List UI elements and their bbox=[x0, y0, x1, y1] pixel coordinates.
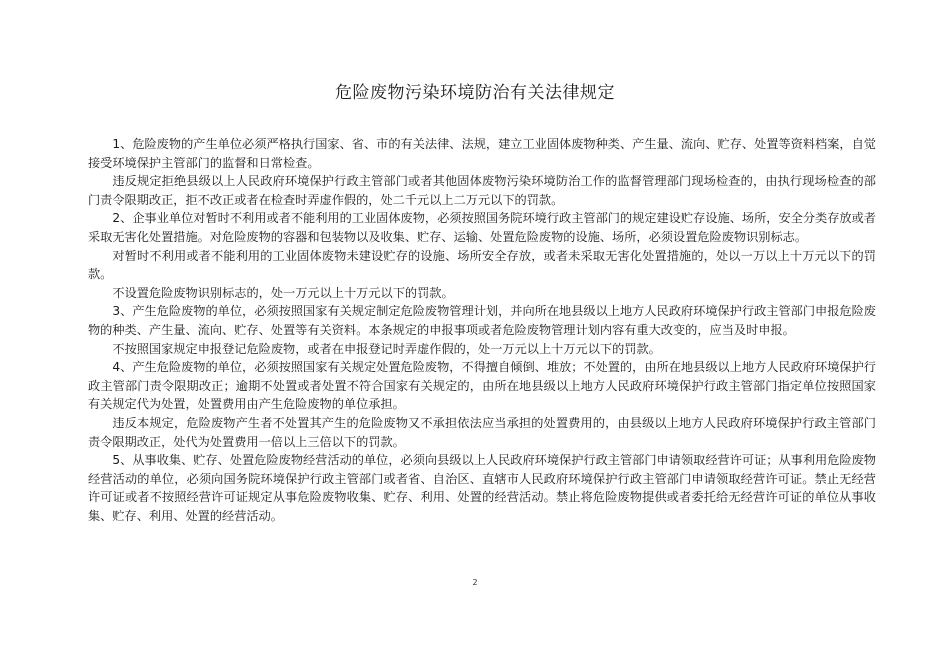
document-body bbox=[88, 135, 876, 525]
paragraph-2: 2、企事业单位对暂时不利用或者不能利用的工业固体废物，必须按照国务院环境行政主管部门的规定建设贮存设施、场所，安全分类存放或者采取无害化处置措施。对危险废物的容器和包装物以及收集、贮存、运输、处置危险废物的设施、场所，必须设置危险废物识别标志。 bbox=[88, 211, 876, 244]
paragraph-2-penalty-sign: 不设置危险废物识别标志的，处一万元以上十万元以下的罚款。 bbox=[112, 285, 454, 300]
paragraph-3: 3、产生危险废物的单位，必须按照国家有关规定制定危险废物管理计划，并向所在地县级以上地方人民政府环境保护行政主管部门申报危险废物的种类、产生量、流向、贮存、处置等有关资料。本条规定的申报事项或者危险废物管理计划内容有重大改变的，应当及时申报。 bbox=[88, 304, 876, 337]
paragraph-3-penalty: 不按照国家规定申报登记危险废物，或者在申报登记时弄虚作假的，处一万元以上十万元以下的罚款。 bbox=[112, 341, 661, 356]
page-number: 2 bbox=[472, 578, 478, 587]
paragraph-1: 1、危险废物的产生单位必须严格执行国家、省、市的有关法律、法规，建立工业固体废物种类、产生量、流向、贮存、处置等资料档案，自觉接受环境保护主管部门的监督和日常检查。 bbox=[88, 137, 876, 170]
paragraph-4: 4、产生危险废物的单位，必须按照国家有关规定处置危险废物，不得擅自倾倒、堆放；不处置的，由所在地县级以上地方人民政府环境保护行政主管部门责令限期改正；逾期不处置或者处置不符合国家有关规定的，由所在地县级以上地方人民政府环境保护行政主管部门指定单位按照国家有关规定代为处置，处置费用由产生危险废物的单位承担。 bbox=[88, 360, 876, 412]
paragraph-1-penalty: 违反规定拒绝县级以上人民政府环境保护行政主管部门或者其他固体废物污染环境防治工作的监督管理部门现场检查的，由执行现场检查的部门责令限期改正，拒不改正或者在检查时弄虚作假的，处二千元以上二万元以下的罚款。 bbox=[88, 174, 876, 207]
paragraph-5: 5、从事收集、贮存、处置危险废物经营活动的单位，必须向县级以上人民政府环境保护行政主管部门申请领取经营许可证；从事利用危险废物经营活动的单位，必须向国务院环境保护行政主管部门或者省、自治区、直辖市人民政府环境保护行政主管部门申请领取经营许可证。禁止无经营许可证或者不按照经营许可证规定从事危险废物收集、贮存、利用、处置的经营活动。禁止将危险废物提供或者委托给无经营许可证的单位从事收集、贮存、利用、处置的经营活动。 bbox=[88, 453, 876, 523]
paragraph-2-penalty-storage: 对暂时不利用或者不能利用的工业固体废物未建设贮存的设施、场所安全存放，或者未采取无害化处置措施的，处以一万以上十万元以下的罚款。 bbox=[88, 248, 876, 282]
document-title: 危险废物污染环境防治有关法律规定 bbox=[335, 83, 615, 103]
paragraph-4-penalty: 违反本规定，危险废物产生者不处置其产生的危险废物又不承担依法应当承担的处置费用的，由县级以上地方人民政府环境保护行政主管部门责令限期改正，处代为处置费用一倍以上三倍以下的罚款。 bbox=[88, 415, 876, 449]
